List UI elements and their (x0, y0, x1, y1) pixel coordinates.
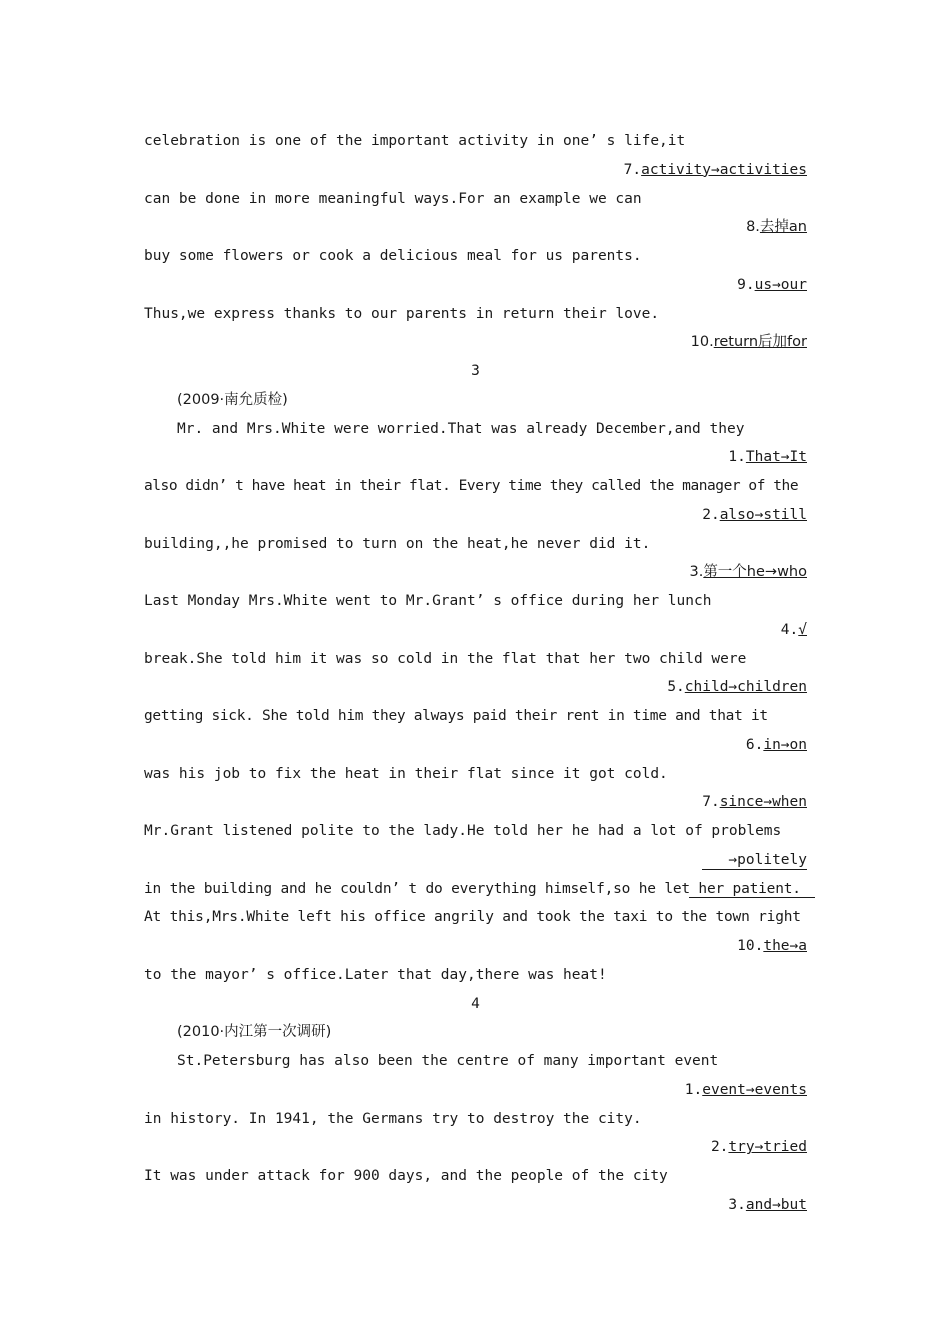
passage-line: break.She told him it was so cold in the flat that her two child were (144, 650, 747, 667)
answer-line (144, 328, 807, 357)
text-line (144, 185, 807, 214)
answer-6: 6.in→on (745, 736, 807, 753)
passage-line: buy some flowers or cook a delicious meal for us parents. (144, 248, 642, 264)
document-page (144, 127, 807, 1220)
answer-line (144, 1076, 807, 1105)
passage-line: Mr. and Mrs.White were worried.That was already December,and they (177, 420, 745, 437)
text-line (144, 817, 807, 846)
passage-line: in the building and he couldn’ t do everything himself,so he let her patient. (144, 880, 801, 897)
passage-line: building,,he promised to turn on the heat,he never did it. (144, 535, 651, 552)
answer-8: 8.去掉an (746, 219, 807, 236)
section-number: 3 (471, 363, 480, 379)
answer-line (144, 213, 807, 242)
answer-7: 7.since→when (702, 794, 807, 811)
answer-8: →politely (702, 846, 807, 875)
answer-5: 5.child→children (667, 679, 807, 696)
passage-line: also didn’ t have heat in their flat. Every time they called the manager of the (144, 478, 799, 494)
text-line (144, 645, 807, 674)
passage-line: celebration is one of the important activity in one’ s life,it (144, 133, 686, 149)
text-line (144, 127, 807, 156)
answer-9-blank (689, 897, 815, 898)
answer-10: 10.return后加for (690, 334, 807, 351)
answer-line (144, 156, 807, 185)
source-label: (2010·内江第一次调研) (177, 1024, 332, 1041)
passage-line: Mr.Grant listened polite to the lady.He told her he had a lot of problems (144, 823, 782, 839)
answer-line (144, 443, 807, 472)
text-line (144, 903, 807, 932)
section-number: 4 (471, 995, 480, 1012)
text-line (144, 702, 807, 731)
passage-line: in history. In 1941, the Germans try to destroy the city. (144, 1110, 642, 1127)
text-line (144, 875, 807, 904)
answer-line (144, 1133, 807, 1162)
source-label: (2009·南允质检) (177, 391, 288, 408)
answer-10: 10.the→a (737, 938, 807, 954)
source-line (144, 1018, 807, 1047)
answer-4: 4.√ (780, 621, 807, 638)
answer-line (144, 616, 807, 645)
text-line (144, 961, 807, 990)
answer-line (144, 731, 807, 760)
text-line (144, 472, 807, 501)
text-line (144, 760, 807, 789)
passage-line: It was under attack for 900 days, and the people of the city (144, 1168, 668, 1184)
passage-line: to the mayor’ s office.Later that day,there was heat! (144, 966, 607, 983)
passage-line: At this,Mrs.White left his office angrily and took the taxi to the town right (144, 909, 801, 926)
answer-line (144, 271, 807, 300)
answer-2: 2.try→tried (710, 1139, 807, 1156)
answer-line (144, 788, 807, 817)
passage-line: getting sick. She told him they always paid their rent in time and that it (144, 708, 768, 724)
answer-line (144, 846, 807, 875)
answer-1: 1.That→It (728, 449, 807, 466)
text-line (144, 1047, 807, 1076)
answer-line (144, 501, 807, 530)
answer-3: 3.第一个he→who (689, 564, 807, 581)
answer-2: 2.also→still (702, 506, 807, 523)
answer-line (144, 558, 807, 587)
text-line (144, 415, 807, 444)
passage-line: Thus,we express thanks to our parents in return their love. (144, 305, 660, 322)
text-line (144, 530, 807, 559)
answer-7: 7.activity→activities (623, 161, 807, 178)
answer-line (144, 673, 807, 702)
answer-line (144, 932, 807, 961)
passage-line: can be done in more meaningful ways.For an example we can (144, 190, 642, 207)
answer-1: 1.event→events (684, 1081, 807, 1098)
text-line (144, 242, 807, 271)
passage-line: Last Monday Mrs.White went to Mr.Grant’ s office during her lunch (144, 593, 712, 609)
text-line (144, 300, 807, 329)
answer-9: 9.us→our (737, 276, 807, 293)
text-line (144, 1162, 807, 1191)
answer-line (144, 1191, 807, 1220)
answer-3: 3.and→but (728, 1196, 807, 1213)
text-line (144, 587, 807, 616)
text-line (144, 1105, 807, 1134)
passage-line: was his job to fix the heat in their flat since it got cold. (144, 765, 668, 782)
source-line (144, 386, 807, 415)
passage-line: St.Petersburg has also been the centre of many important event (177, 1053, 719, 1069)
